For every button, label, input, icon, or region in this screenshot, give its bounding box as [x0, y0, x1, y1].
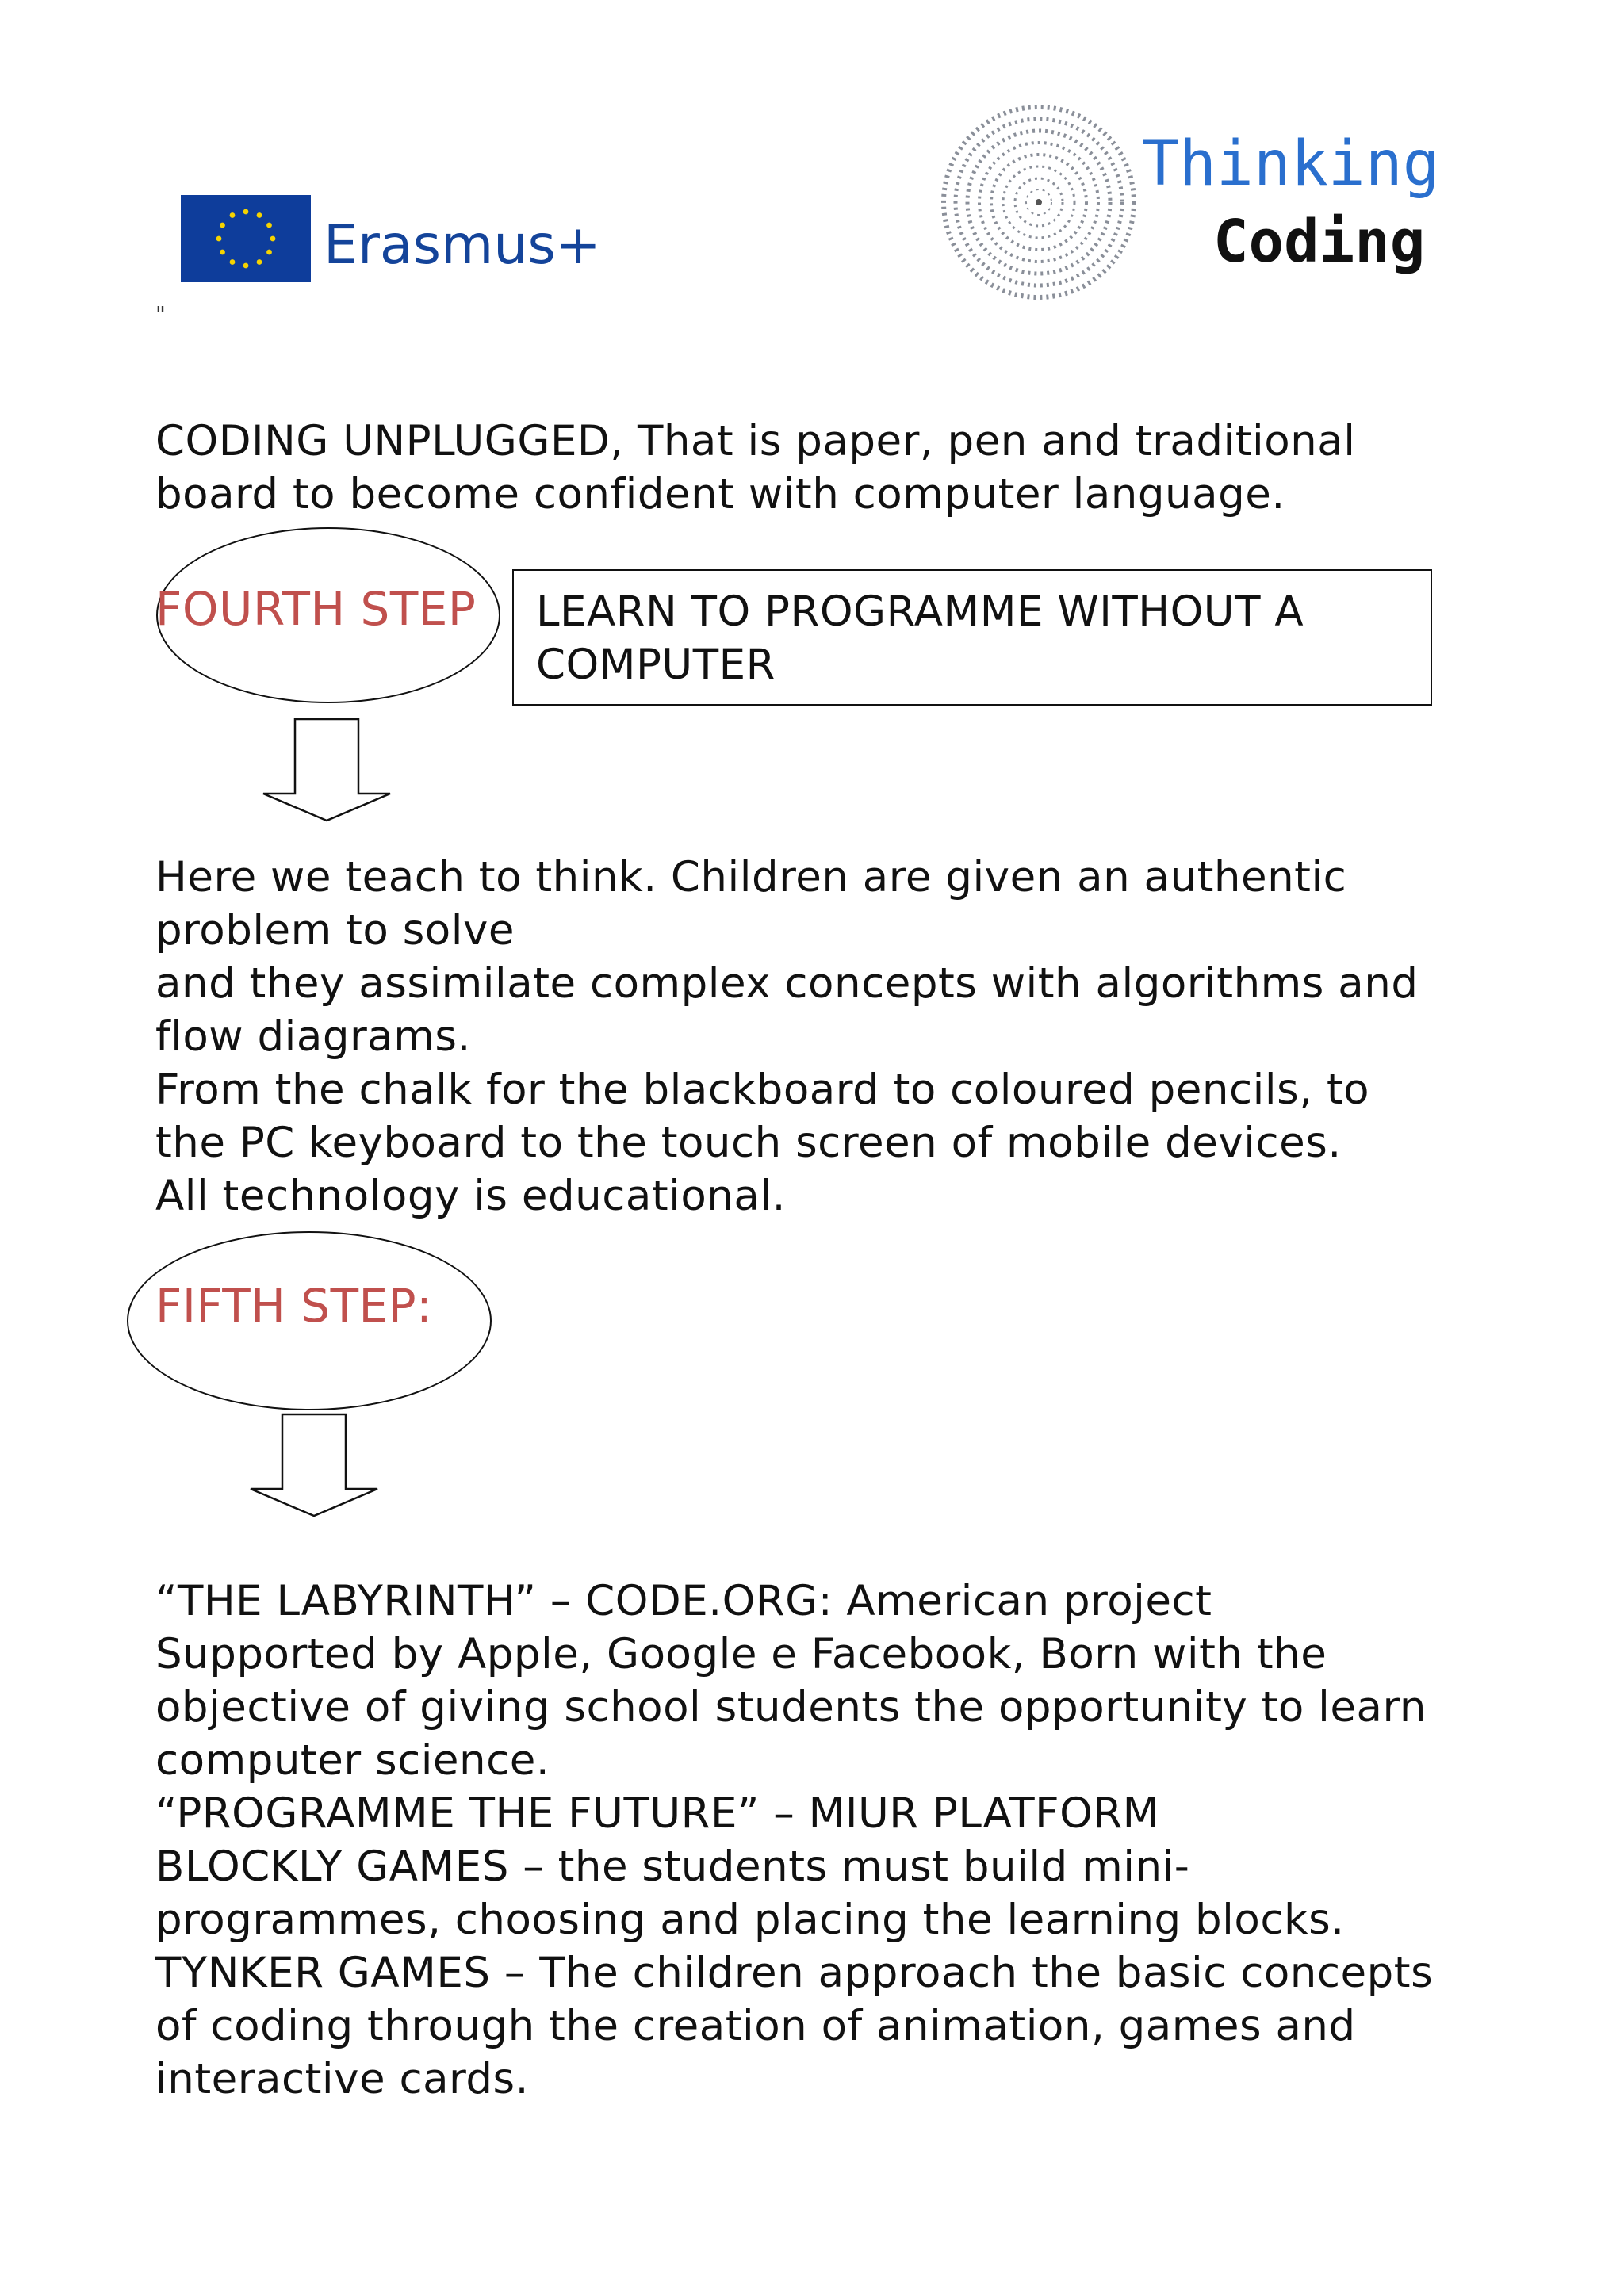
step5-description-line: programmes, choosing and placing the learning blocks.	[155, 1896, 1345, 1944]
step5-description-line: computer science.	[155, 1736, 550, 1785]
step4-description-line: Here we teach to think. Children are given an authentic	[155, 853, 1347, 901]
step5-description-line: objective of giving school students the opportunity to learn	[155, 1683, 1427, 1732]
down-arrow-icon	[260, 718, 393, 824]
step4-description-line: and they assimilate complex concepts with algorithms and	[155, 959, 1419, 1008]
step5-label: FIFTH STEP:	[155, 1279, 433, 1333]
step4-description-line: the PC keyboard to the touch screen of mobile devices.	[155, 1119, 1342, 1167]
intro-paragraph	[155, 415, 1355, 521]
step5-description-line: Supported by Apple, Google e Facebook, Born with the	[155, 1630, 1327, 1678]
step5-description-line: interactive cards.	[155, 2055, 530, 2103]
thinking-wordmark: Thinking	[1142, 128, 1440, 200]
step5-description-line: TYNKER GAMES – The children approach the basic concepts	[155, 1949, 1434, 1997]
step4-title-line: LEARN TO PROGRAMME WITHOUT A	[536, 587, 1304, 636]
step4-description-line: From the chalk for the blackboard to coloured pencils, to	[155, 1066, 1370, 1114]
step5-description-line: BLOCKLY GAMES – the students must build mini-	[155, 1843, 1190, 1891]
eu-flag-icon	[181, 195, 311, 282]
step5-description-line: “PROGRAMME THE FUTURE” – MIUR PLATFORM	[155, 1789, 1159, 1838]
intro-line: board to become confident with computer language.	[155, 470, 1285, 519]
binary-spiral-icon	[936, 95, 1142, 309]
step5-description-line: of coding through the creation of animation, games and	[155, 2002, 1356, 2050]
step5-description	[155, 1575, 1433, 2106]
intro-line: CODING UNPLUGGED, That is paper, pen and traditional	[155, 417, 1356, 465]
step5-description-line: “THE LABYRINTH” – CODE.ORG: American project	[155, 1577, 1212, 1625]
step4-description-line: All technology is educational.	[155, 1172, 786, 1220]
erasmus-plus-logo	[181, 195, 609, 298]
coding-wordmark: Coding	[1213, 208, 1426, 276]
step4-title-line: COMPUTER	[536, 641, 776, 689]
step4-label: FOURTH STEP	[155, 582, 477, 636]
quote-mark: "	[155, 301, 166, 327]
step4-description-line: problem to solve	[155, 906, 515, 955]
step4-description	[155, 851, 1418, 1223]
step4-description-line: flow diagrams.	[155, 1012, 471, 1061]
thinking-coding-logo	[936, 95, 1443, 317]
down-arrow-icon	[247, 1413, 381, 1519]
step4-title	[536, 585, 1304, 691]
erasmus-wordmark: Erasmus+	[324, 214, 601, 277]
